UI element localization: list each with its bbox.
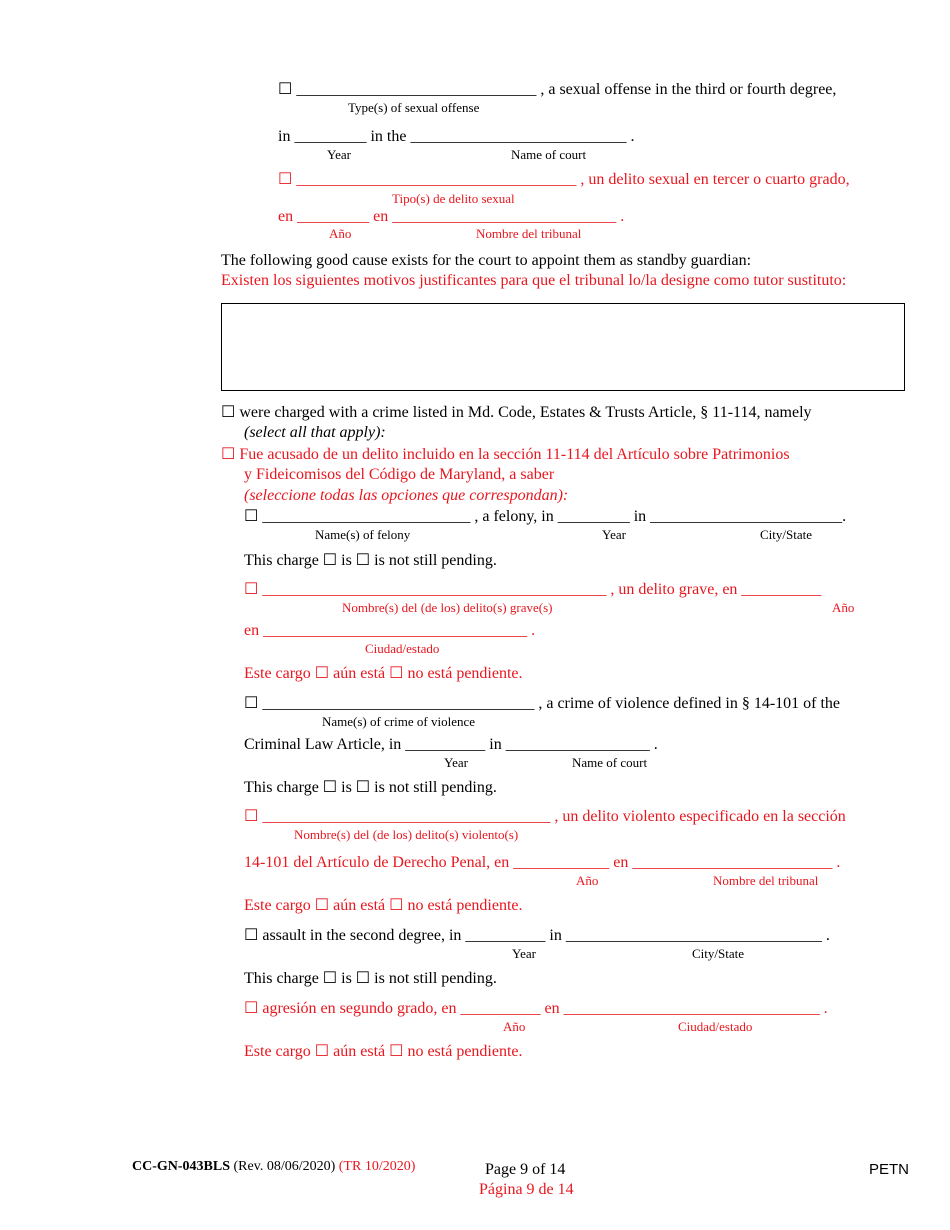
felony-es-city-line: en _________________________________ . xyxy=(244,622,536,639)
violence-es-caption-name: Nombre(s) del (de los) delito(s) violento(s) xyxy=(294,827,519,842)
charged-es-line-2: y Fideicomisos del Código de Maryland, a saber xyxy=(244,466,555,483)
assault-caption-city: City/State xyxy=(692,946,744,961)
caption-year: Year xyxy=(327,147,351,162)
charged-es-instruction: (seleccione todas las opciones que correspondan): xyxy=(244,487,569,504)
felony-es-caption-year: Año xyxy=(832,600,855,615)
caption-tribunal: Nombre del tribunal xyxy=(476,226,582,241)
assault-es-caption-city: Ciudad/estado xyxy=(678,1019,753,1034)
page-number-es: Página 9 de 14 xyxy=(479,1181,574,1198)
sexual-offense-en-year-court-line: in _________ in the ___________________________ . xyxy=(278,128,635,145)
assault-caption-year: Year xyxy=(512,946,536,961)
charged-es-line[interactable]: ☐ Fue acusado de un delito incluido en la sección 11-114 del Artículo sobre Patrimonios xyxy=(221,446,790,463)
assault-es-line[interactable]: ☐ agresión en segundo grado, en __________ en ________________________________ . xyxy=(244,1000,828,1017)
caption-ano: Año xyxy=(329,226,352,241)
felony-es-caption-name: Nombre(s) del (de los) delito(s) grave(s) xyxy=(342,600,553,615)
violence-en-pending[interactable]: This charge ☐ is ☐ is not still pending. xyxy=(244,779,497,796)
violence-es-line[interactable]: ☐ ____________________________________ , un delito violento especificado en la sección xyxy=(244,808,846,825)
sexual-offense-es-year-court-line: en _________ en ____________________________ . xyxy=(278,208,625,225)
violence-caption-year: Year xyxy=(444,755,468,770)
sexual-offense-es-line: ☐ ___________________________________ , un delito sexual en tercer o cuarto grado, xyxy=(278,171,850,188)
violence-caption-court: Name of court xyxy=(572,755,648,770)
violence-en-line[interactable]: ☐ __________________________________ , a crime of violence defined in § 14-101 of the xyxy=(244,695,841,712)
felony-caption-year: Year xyxy=(602,527,626,542)
assault-en-line[interactable]: ☐ assault in the second degree, in __________ in ________________________________ . xyxy=(244,927,830,944)
violence-es-caption-year: Año xyxy=(576,873,599,888)
assault-es-pending[interactable]: Este cargo ☐ aún está ☐ no está pendiente. xyxy=(244,1043,523,1060)
page-number-en: Page 9 of 14 xyxy=(485,1161,566,1178)
violence-caption-name: Name(s) of crime of violence xyxy=(322,714,476,729)
violence-es-pending[interactable]: Este cargo ☐ aún está ☐ no está pendiente. xyxy=(244,897,523,914)
form-translation: (TR 10/2020) xyxy=(338,1159,416,1174)
felony-es-pending[interactable]: Este cargo ☐ aún está ☐ no está pendiente. xyxy=(244,665,523,682)
sexual-offense-en-caption: Type(s) of sexual offense xyxy=(348,100,480,115)
good-cause-es: Existen los siguientes motivos justificantes para que el tribunal lo/la designe como tutor sustituto: xyxy=(221,272,847,289)
assault-en-pending[interactable]: This charge ☐ is ☐ is not still pending. xyxy=(244,970,497,987)
footer-form-info xyxy=(132,1157,415,1177)
good-cause-en: The following good cause exists for the court to appoint them as standby guardian: xyxy=(221,252,752,269)
form-code: PETN xyxy=(869,1161,910,1178)
charged-en-instruction: (select all that apply): xyxy=(244,424,386,441)
felony-caption-name: Name(s) of felony xyxy=(315,527,411,542)
violence-en-line-2: Criminal Law Article, in __________ in __________________ . xyxy=(244,736,658,753)
caption-court: Name of court xyxy=(511,147,587,162)
good-cause-textbox[interactable] xyxy=(221,303,905,391)
assault-es-caption-year: Año xyxy=(503,1019,526,1034)
violence-es-line-2: 14-101 del Artículo de Derecho Penal, en ____________ en _________________________ . xyxy=(244,854,841,871)
sexual-offense-en-line: ☐ ______________________________ , a sexual offense in the third or fourth degree, xyxy=(278,81,837,98)
felony-es-caption-city: Ciudad/estado xyxy=(365,641,440,656)
violence-es-caption-court: Nombre del tribunal xyxy=(713,873,819,888)
felony-caption-city: City/State xyxy=(760,527,812,542)
charged-en-line[interactable]: ☐ were charged with a crime listed in Md. Code, Estates & Trusts Article, § 11-114, namely xyxy=(221,404,812,421)
felony-es-line[interactable]: ☐ ___________________________________________ , un delito grave, en __________ xyxy=(244,581,822,598)
sexual-offense-es-caption: Tipo(s) de delito sexual xyxy=(392,191,515,206)
felony-en-pending[interactable]: This charge ☐ is ☐ is not still pending. xyxy=(244,552,497,569)
form-revision: (Rev. 08/06/2020) xyxy=(233,1159,336,1174)
felony-en-line[interactable]: ☐ __________________________ , a felony, in _________ in ________________________. xyxy=(244,508,847,525)
form-id: CC-GN-043BLS xyxy=(132,1159,231,1174)
